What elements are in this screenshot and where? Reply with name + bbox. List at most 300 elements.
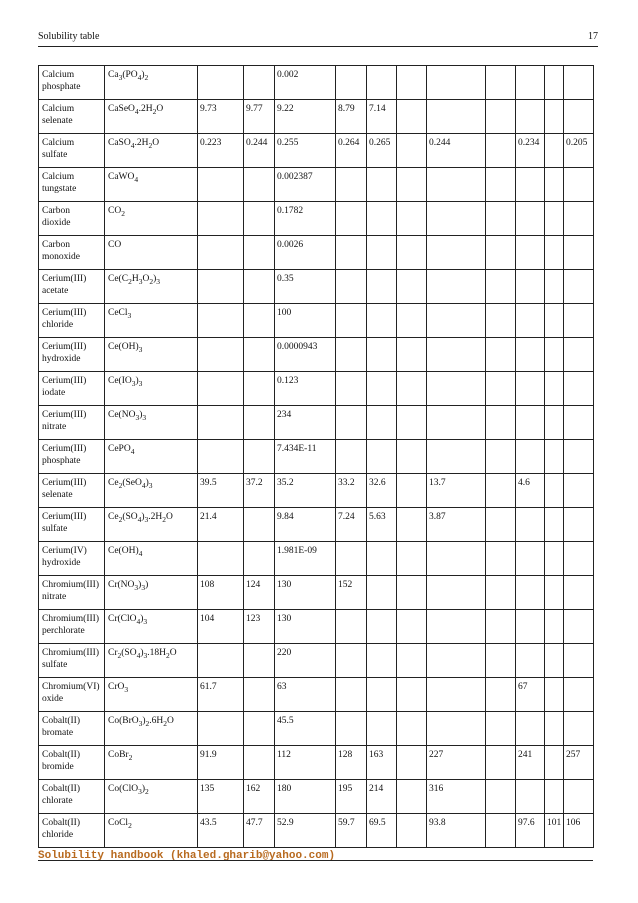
solubility-value-cell — [545, 270, 564, 304]
formula-text: CO — [108, 240, 122, 250]
compound-name-cell — [39, 576, 105, 610]
solubility-value — [566, 304, 593, 307]
solubility-value — [488, 304, 515, 307]
formula-text: Cr(ClO — [108, 614, 137, 624]
solubility-value-cell — [198, 610, 244, 644]
solubility-value — [429, 712, 485, 715]
solubility-value-cell — [336, 610, 367, 644]
formula-text: O — [156, 104, 164, 114]
formula-text: CaWO — [108, 172, 135, 182]
solubility-value-cell — [516, 678, 545, 712]
solubility-value-cell — [545, 202, 564, 236]
solubility-value — [566, 780, 593, 783]
solubility-value-cell — [275, 440, 336, 474]
table-row — [39, 270, 594, 304]
solubility-value-cell — [336, 338, 367, 372]
formula-text: Cr(NO — [108, 580, 135, 590]
formula-text: CePO — [108, 444, 131, 454]
solubility-value-cell — [275, 134, 336, 168]
solubility-value — [200, 406, 243, 409]
solubility-value-cell — [367, 644, 397, 678]
solubility-value — [399, 678, 426, 681]
table-row — [39, 576, 594, 610]
formula-subscript: 3 — [138, 345, 143, 354]
solubility-value — [246, 508, 274, 511]
solubility-value-cell — [336, 746, 367, 780]
formula-text: Ce(OH) — [108, 342, 139, 352]
solubility-value — [399, 780, 426, 783]
solubility-value-cell — [486, 542, 516, 576]
solubility-value-cell — [198, 304, 244, 338]
solubility-value — [429, 610, 485, 613]
solubility-value-cell — [336, 168, 367, 202]
solubility-value — [566, 168, 593, 171]
solubility-value-cell — [545, 406, 564, 440]
solubility-value-cell — [486, 66, 516, 100]
solubility-value-cell — [427, 678, 486, 712]
solubility-value — [399, 474, 426, 477]
solubility-value — [566, 542, 593, 545]
solubility-value — [547, 100, 563, 103]
solubility-value — [566, 644, 593, 647]
compound-name-line: hydroxide — [42, 354, 81, 364]
solubility-value — [369, 644, 396, 647]
solubility-value-cell — [367, 542, 397, 576]
formula-cell — [105, 780, 198, 814]
solubility-value-cell — [486, 610, 516, 644]
formula-cell — [105, 66, 198, 100]
formula-text: Ce — [108, 478, 119, 488]
solubility-value-cell — [198, 814, 244, 848]
solubility-value-cell — [275, 236, 336, 270]
solubility-value-cell — [336, 202, 367, 236]
solubility-value: 130 — [277, 580, 292, 590]
solubility-value — [429, 644, 485, 647]
compound-name-cell — [39, 474, 105, 508]
formula-cell — [105, 712, 198, 746]
formula-subscript: 3 — [138, 277, 143, 286]
solubility-value-cell — [336, 576, 367, 610]
solubility-value — [429, 372, 485, 375]
solubility-value-cell — [545, 304, 564, 338]
solubility-value-cell — [244, 168, 275, 202]
formula-text: Cr — [108, 648, 118, 658]
formula-text: ) — [139, 410, 143, 420]
compound-name-cell — [39, 134, 105, 168]
solubility-value — [246, 270, 274, 273]
solubility-value — [200, 712, 243, 715]
solubility-value-cell — [427, 644, 486, 678]
solubility-value-cell — [564, 508, 594, 542]
solubility-value — [429, 576, 485, 579]
solubility-value — [429, 678, 485, 681]
formula-text: O — [142, 274, 150, 284]
solubility-value-cell — [427, 134, 486, 168]
formula-subscript: 2 — [162, 515, 167, 524]
solubility-value — [518, 542, 544, 545]
compound-name-line: Carbon — [42, 206, 70, 216]
solubility-value — [429, 100, 485, 103]
solubility-value-cell — [198, 678, 244, 712]
compound-name-line: Carbon — [42, 240, 70, 250]
solubility-value-cell — [516, 814, 545, 848]
formula-subscript: 3 — [143, 651, 148, 660]
solubility-value-cell — [564, 814, 594, 848]
compound-name-line: bromate — [42, 728, 74, 738]
table-row — [39, 508, 594, 542]
solubility-value-cell — [336, 644, 367, 678]
solubility-value — [429, 236, 485, 239]
solubility-value-cell — [367, 406, 397, 440]
solubility-value: 180 — [277, 784, 292, 794]
solubility-value: 108 — [200, 580, 215, 590]
table-row — [39, 814, 594, 848]
solubility-value — [338, 372, 366, 375]
solubility-value-cell — [275, 712, 336, 746]
solubility-value — [369, 338, 396, 341]
solubility-value — [547, 780, 563, 783]
compound-name-cell — [39, 746, 105, 780]
solubility-value — [566, 406, 593, 409]
formula-subscript: 3 — [138, 787, 142, 796]
compound-name-cell — [39, 236, 105, 270]
solubility-value-cell — [275, 508, 336, 542]
formula-cell — [105, 338, 198, 372]
formula-subscript: 2 — [163, 719, 168, 728]
solubility-value-cell — [244, 338, 275, 372]
solubility-value: 123 — [246, 614, 261, 624]
solubility-value — [369, 66, 396, 69]
table-body — [39, 66, 594, 848]
solubility-value-cell — [545, 474, 564, 508]
formula-cell — [105, 576, 198, 610]
solubility-value-cell — [545, 780, 564, 814]
table-row — [39, 712, 594, 746]
solubility-value — [200, 66, 243, 69]
solubility-value-cell — [545, 746, 564, 780]
solubility-value-cell — [397, 814, 427, 848]
solubility-value — [246, 542, 274, 545]
formula-subscript: 4 — [138, 549, 143, 558]
solubility-value-cell — [397, 66, 427, 100]
solubility-value — [429, 270, 485, 273]
solubility-value-cell — [336, 66, 367, 100]
solubility-value: 9.22 — [277, 104, 294, 114]
solubility-value-cell — [244, 508, 275, 542]
solubility-value-cell — [564, 406, 594, 440]
formula-cell — [105, 508, 198, 542]
solubility-table — [38, 65, 594, 848]
solubility-value-cell — [486, 168, 516, 202]
compound-name-line: Cerium(III) — [42, 478, 87, 488]
solubility-value-cell — [516, 66, 545, 100]
solubility-value — [566, 712, 593, 715]
solubility-value: 227 — [429, 750, 444, 760]
solubility-value — [518, 644, 544, 647]
solubility-value-cell — [516, 644, 545, 678]
compound-name-line: Calcium — [42, 172, 75, 182]
solubility-value-cell — [198, 202, 244, 236]
solubility-value — [246, 338, 274, 341]
solubility-value-cell — [367, 814, 397, 848]
compound-name-cell — [39, 678, 105, 712]
solubility-value — [488, 440, 515, 443]
solubility-value-cell — [427, 338, 486, 372]
footer-rule — [38, 860, 593, 861]
solubility-value-cell — [244, 100, 275, 134]
compound-name-line: Cerium(IV) — [42, 546, 87, 556]
solubility-value-cell — [198, 338, 244, 372]
formula-text: .2H — [148, 512, 163, 522]
formula-cell — [105, 814, 198, 848]
solubility-value — [488, 542, 515, 545]
solubility-value-cell — [244, 270, 275, 304]
solubility-value: 214 — [369, 784, 384, 794]
solubility-value — [566, 372, 593, 375]
formula-cell — [105, 746, 198, 780]
solubility-value-cell — [516, 406, 545, 440]
solubility-value-cell — [545, 712, 564, 746]
solubility-value — [547, 372, 563, 375]
solubility-value — [488, 270, 515, 273]
formula-subscript: 2 — [128, 821, 132, 830]
solubility-value-cell — [198, 372, 244, 406]
solubility-value-cell — [244, 236, 275, 270]
formula-subscript: 3 — [156, 277, 160, 286]
solubility-value-cell — [397, 134, 427, 168]
solubility-value — [246, 372, 274, 375]
solubility-value — [547, 168, 563, 171]
solubility-value-cell — [198, 746, 244, 780]
compound-name-cell — [39, 338, 105, 372]
solubility-value-cell — [564, 474, 594, 508]
solubility-value-cell — [244, 678, 275, 712]
formula-subscript: 4 — [136, 651, 141, 660]
solubility-value — [200, 202, 243, 205]
compound-name-cell — [39, 542, 105, 576]
formula-cell — [105, 542, 198, 576]
solubility-value-cell — [336, 134, 367, 168]
compound-name-line: Cerium(III) — [42, 444, 87, 454]
solubility-value — [547, 406, 563, 409]
formula-text: CO — [108, 206, 122, 216]
solubility-value-cell — [564, 236, 594, 270]
solubility-value: 106 — [566, 818, 581, 828]
solubility-value — [547, 508, 563, 511]
formula-text: O — [169, 648, 177, 658]
solubility-value-cell — [244, 440, 275, 474]
compound-name-line: Cobalt(II) — [42, 750, 80, 760]
solubility-value-cell — [564, 610, 594, 644]
solubility-value — [369, 236, 396, 239]
solubility-value: 163 — [369, 750, 384, 760]
solubility-value-cell — [486, 814, 516, 848]
solubility-value-cell — [545, 644, 564, 678]
solubility-value — [566, 508, 593, 511]
solubility-value-cell — [367, 202, 397, 236]
solubility-value — [246, 440, 274, 443]
compound-name-line: chlorate — [42, 796, 73, 806]
solubility-value-cell — [545, 576, 564, 610]
solubility-value-cell — [516, 542, 545, 576]
solubility-value: 91.9 — [200, 750, 217, 760]
solubility-value-cell — [397, 542, 427, 576]
solubility-value — [200, 644, 243, 647]
compound-name-line: Chromium(III) — [42, 580, 99, 590]
solubility-value — [488, 100, 515, 103]
compound-name-line: sulfate — [42, 150, 68, 160]
solubility-value — [488, 576, 515, 579]
solubility-value — [200, 304, 243, 307]
solubility-value — [200, 372, 243, 375]
table-row — [39, 168, 594, 202]
solubility-value-cell — [545, 678, 564, 712]
solubility-value — [566, 576, 593, 579]
solubility-value — [338, 440, 366, 443]
solubility-value — [369, 610, 396, 613]
solubility-value — [399, 440, 426, 443]
compound-name-cell — [39, 270, 105, 304]
solubility-value — [488, 712, 515, 715]
solubility-value-cell — [275, 304, 336, 338]
solubility-value-cell — [367, 508, 397, 542]
formula-text: O — [167, 716, 174, 726]
solubility-value — [369, 542, 396, 545]
solubility-value — [246, 304, 274, 307]
solubility-value — [399, 610, 426, 613]
solubility-value-cell — [564, 134, 594, 168]
solubility-value-cell — [336, 508, 367, 542]
solubility-value-cell — [427, 576, 486, 610]
formula-subscript: 3 — [127, 311, 132, 320]
solubility-value — [518, 100, 544, 103]
solubility-value-cell — [486, 338, 516, 372]
formula-subscript: 3 — [143, 617, 148, 626]
formula-text: Co(BrO — [108, 716, 139, 726]
solubility-value: 21.4 — [200, 512, 217, 522]
solubility-value-cell — [545, 236, 564, 270]
solubility-value-cell — [244, 814, 275, 848]
solubility-value: 0.255 — [277, 138, 299, 148]
solubility-value — [399, 372, 426, 375]
solubility-value-cell — [397, 712, 427, 746]
solubility-value-cell — [244, 746, 275, 780]
solubility-value — [429, 304, 485, 307]
solubility-value — [246, 712, 274, 715]
solubility-value — [399, 542, 426, 545]
solubility-value-cell — [516, 304, 545, 338]
compound-name-cell — [39, 168, 105, 202]
solubility-value-cell — [427, 814, 486, 848]
solubility-value-cell — [486, 304, 516, 338]
table-row — [39, 236, 594, 270]
solubility-value-cell — [427, 270, 486, 304]
formula-subscript: 4 — [136, 617, 141, 626]
compound-name-line: sulfate — [42, 660, 68, 670]
compound-name-line: Cobalt(II) — [42, 818, 80, 828]
solubility-value — [338, 66, 366, 69]
formula-subscript: 3 — [131, 379, 136, 388]
solubility-value-cell — [244, 66, 275, 100]
solubility-value: 59.7 — [338, 818, 355, 828]
solubility-value: 162 — [246, 784, 261, 794]
solubility-value: 61.7 — [200, 682, 217, 692]
solubility-value — [369, 202, 396, 205]
solubility-value: 5.63 — [369, 512, 386, 522]
solubility-value-cell — [244, 780, 275, 814]
solubility-value-cell — [545, 508, 564, 542]
solubility-value — [518, 372, 544, 375]
page-title: Solubility table — [38, 31, 100, 42]
formula-text: Ce(C — [108, 274, 129, 284]
solubility-value — [518, 610, 544, 613]
solubility-value — [399, 168, 426, 171]
solubility-value-cell — [367, 746, 397, 780]
formula-subscript: 4 — [130, 141, 135, 150]
formula-cell — [105, 610, 198, 644]
solubility-value — [338, 712, 366, 715]
solubility-value — [399, 100, 426, 103]
solubility-value — [429, 202, 485, 205]
solubility-value-cell — [397, 576, 427, 610]
formula-cell — [105, 202, 198, 236]
solubility-value — [399, 644, 426, 647]
solubility-value-cell — [545, 372, 564, 406]
table-row — [39, 100, 594, 134]
solubility-value-cell — [564, 678, 594, 712]
compound-name-line: perchlorate — [42, 626, 85, 636]
solubility-value-cell — [564, 576, 594, 610]
solubility-value-cell — [367, 100, 397, 134]
table-row — [39, 610, 594, 644]
formula-subscript: 3 — [148, 481, 153, 490]
solubility-value — [399, 508, 426, 511]
solubility-value — [369, 304, 396, 307]
formula-cell — [105, 134, 198, 168]
solubility-value: 234 — [277, 410, 292, 420]
solubility-value-cell — [367, 576, 397, 610]
solubility-value — [518, 168, 544, 171]
solubility-value: 0.234 — [518, 138, 540, 148]
compound-name-line: Cerium(III) — [42, 342, 87, 352]
solubility-value: 33.2 — [338, 478, 355, 488]
solubility-value-cell — [545, 338, 564, 372]
solubility-value — [399, 202, 426, 205]
solubility-value: 0.1782 — [277, 206, 304, 216]
solubility-value-cell — [397, 270, 427, 304]
formula-text: O — [166, 512, 173, 522]
formula-text: (SeO — [122, 478, 142, 488]
solubility-value-cell — [397, 440, 427, 474]
solubility-value — [338, 304, 366, 307]
formula-subscript: 2 — [165, 651, 170, 660]
solubility-value-cell — [397, 780, 427, 814]
solubility-value-cell — [516, 270, 545, 304]
solubility-value-cell — [275, 474, 336, 508]
solubility-value-cell — [244, 576, 275, 610]
solubility-value-cell — [564, 746, 594, 780]
solubility-value — [246, 66, 274, 69]
solubility-value — [429, 406, 485, 409]
formula-text: .6H — [149, 716, 164, 726]
solubility-value-cell — [516, 236, 545, 270]
solubility-value — [200, 270, 243, 273]
solubility-value — [246, 406, 274, 409]
formula-text: ) — [140, 648, 144, 658]
solubility-value: 9.77 — [246, 104, 263, 114]
solubility-value — [488, 134, 515, 137]
solubility-value — [338, 542, 366, 545]
